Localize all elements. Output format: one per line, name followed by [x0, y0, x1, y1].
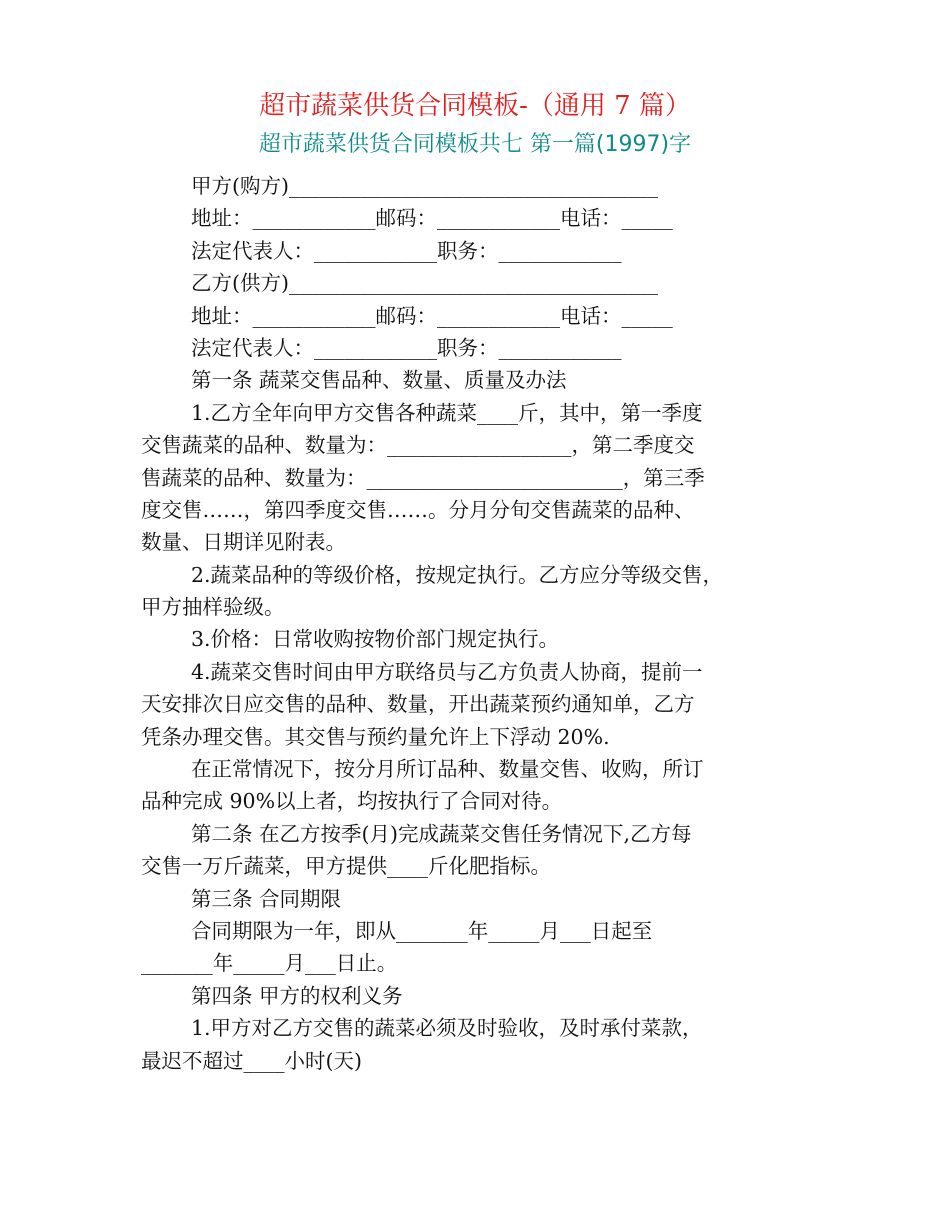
paragraph-line: 甲方抽样验级。	[141, 595, 285, 620]
document-subtitle: 超市蔬菜供货合同模板共七 第一篇(1997)字	[258, 132, 692, 157]
paragraph-line: 凭条办理交售。其交售与预约量允许上下浮动 20%.	[141, 724, 610, 749]
paragraph-line: 2.蔬菜品种的等级价格，按规定执行。乙方应分等级交售，	[191, 562, 724, 587]
paragraph-line: 售蔬菜的品种、数量为：_________________________，第三季	[141, 465, 705, 490]
article-4-heading: 第四条 甲方的权利义务	[191, 983, 403, 1008]
article-3-heading: 第三条 合同期限	[191, 886, 342, 911]
party-b-representative-line: 法定代表人：____________职务：____________	[191, 335, 622, 360]
article-1-heading: 第一条 蔬菜交售品种、数量、质量及办法	[191, 368, 567, 393]
paragraph-line: 品种完成 90%以上者，均按执行了合同对待。	[141, 789, 563, 814]
paragraph-line: 合同期限为一年，即从_______年_____月___日起至	[191, 918, 653, 943]
paragraph-line: 在正常情况下，按分月所订品种、数量交售、收购，所订	[191, 757, 704, 782]
paragraph-line: 1.乙方全年向甲方交售各种蔬菜____斤，其中，第一季度	[191, 400, 703, 425]
party-a-address-line: 地址：____________邮码：____________电话：_____	[191, 206, 673, 231]
paragraph-line: 4.蔬菜交售时间由甲方联络员与乙方负责人协商，提前一	[191, 659, 703, 684]
document-title: 超市蔬菜供货合同模板-（通用 7 篇）	[259, 91, 691, 121]
paragraph-line: 最迟不超过____小时(天)	[141, 1048, 362, 1073]
article-2-line: 第二条 在乙方按季(月)完成蔬菜交售任务情况下,乙方每	[191, 821, 692, 846]
paragraph-line: 交售蔬菜的品种、数量为：__________________，第二季度交	[141, 433, 695, 458]
paragraph-line: 数量、日期详见附表。	[141, 530, 346, 555]
party-b-line: 乙方(供方)____________________________________	[191, 271, 658, 296]
party-b-address-line: 地址：____________邮码：____________电话：_____	[191, 303, 673, 328]
paragraph-line: 天安排次日应交售的品种、数量，开出蔬菜预约通知单，乙方	[141, 692, 695, 717]
document-body	[141, 170, 811, 1077]
paragraph-line: 度交售……，第四季度交售……。分月分旬交售蔬菜的品种、	[141, 497, 695, 522]
paragraph-line: 交售一万斤蔬菜，甲方提供____斤化肥指标。	[141, 854, 551, 879]
paragraph-line: _______年_____月___日止。	[141, 951, 398, 976]
party-a-representative-line: 法定代表人：____________职务：____________	[191, 238, 622, 263]
paragraph-line: 1.甲方对乙方交售的蔬菜必须及时验收，及时承付菜款，	[191, 1016, 703, 1041]
party-a-line: 甲方(购方)____________________________________	[191, 174, 658, 198]
paragraph-line: 3.价格：日常收购按物价部门规定执行。	[191, 627, 560, 652]
